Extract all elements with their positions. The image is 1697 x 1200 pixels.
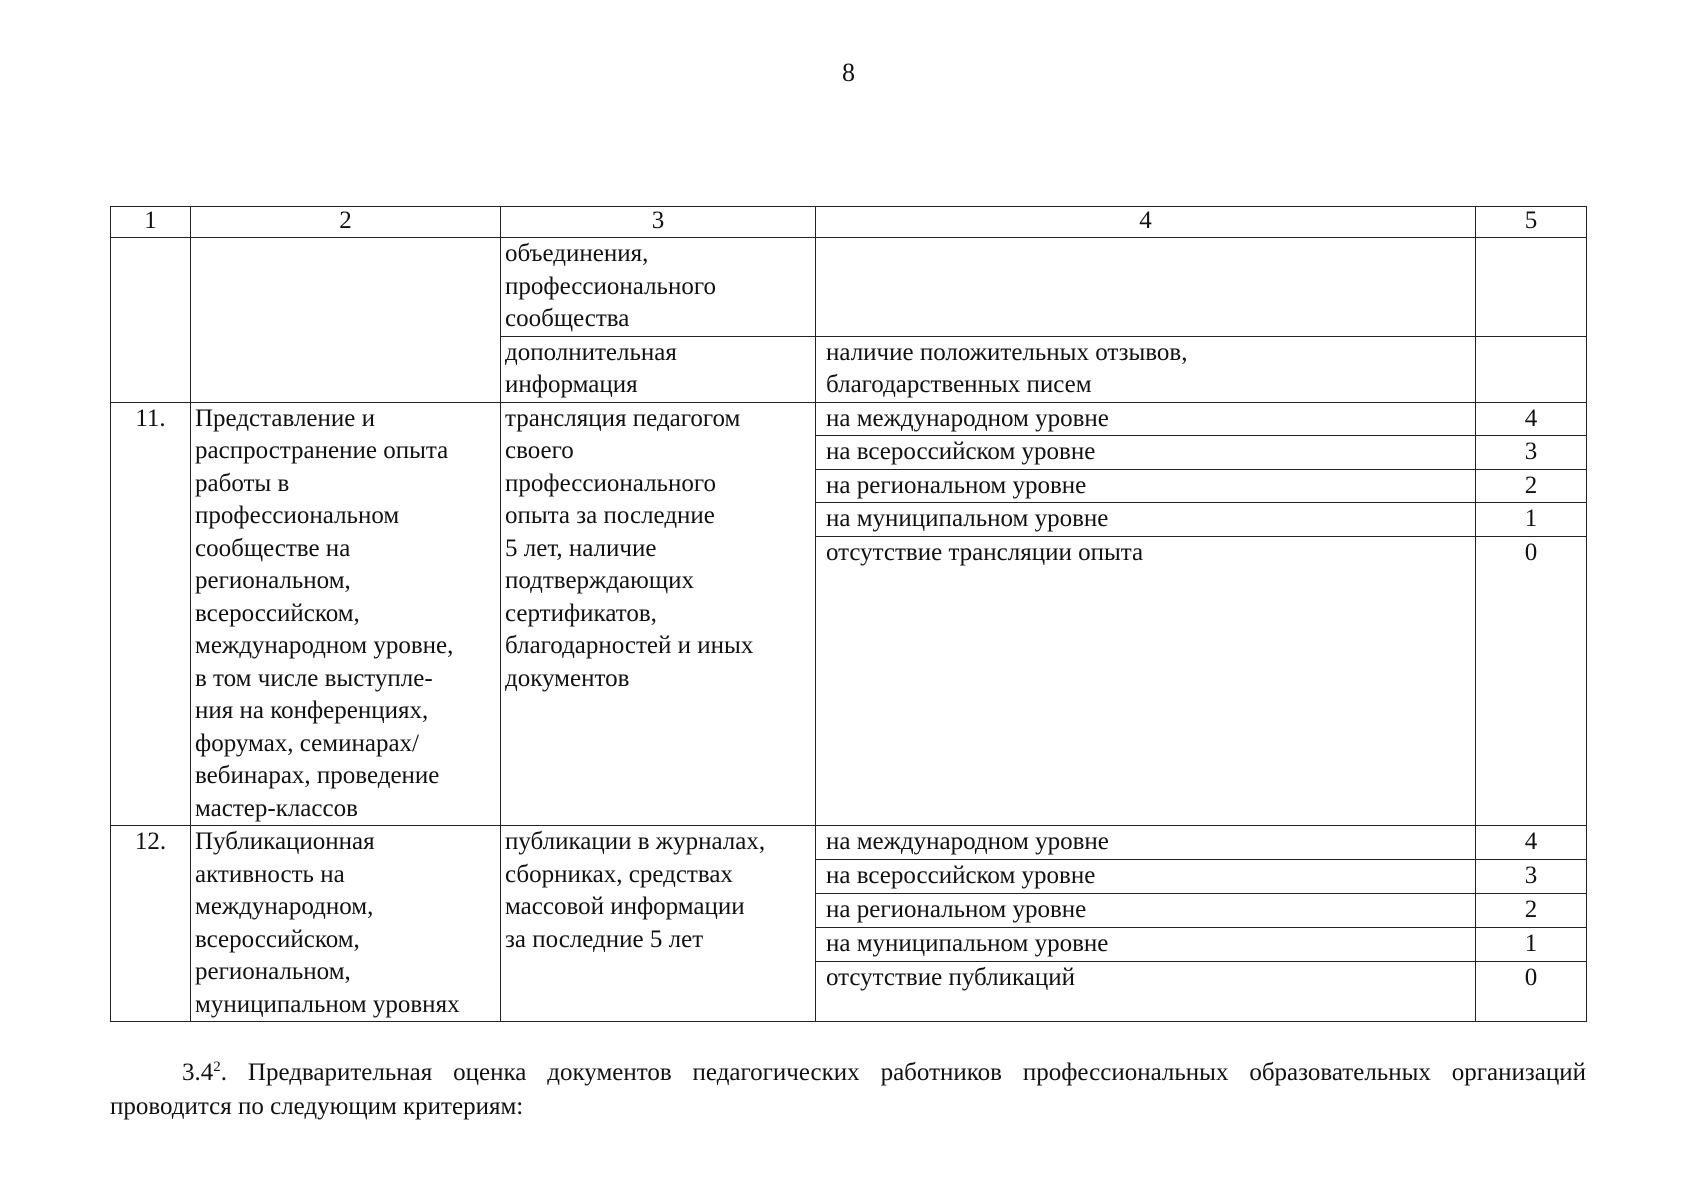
cell-line: муниципальном уровнях <box>195 990 460 1018</box>
cont-indicator-cell-b <box>501 336 816 402</box>
criterion-cell <box>191 402 501 826</box>
cont-points-cell-b <box>1476 336 1587 402</box>
row-number: 12. <box>111 826 191 1022</box>
header-col-3: 3 <box>501 207 816 238</box>
cell-line: объединения, <box>505 240 649 267</box>
points-value: 1 <box>1476 928 1587 962</box>
points-value: 1 <box>1476 503 1587 537</box>
cell-line: публикации в журналах, <box>505 828 766 855</box>
table-header-row <box>111 207 1587 238</box>
points-value: 2 <box>1476 894 1587 928</box>
cell-line: форумах, семинарах/ <box>195 729 419 757</box>
level-description: на муниципальном уровне <box>816 928 1476 962</box>
level-description: на региональном уровне <box>816 894 1476 928</box>
cell-line: за последние 5 лет <box>505 925 704 953</box>
cont-indicator-cell-a <box>501 238 816 337</box>
cell-line: распространение опыта <box>195 437 449 464</box>
cell-line: вебинарах, проведение <box>195 762 440 789</box>
points-value: 0 <box>1476 962 1587 1022</box>
table-row <box>111 826 1587 860</box>
cell-line: работы в <box>195 469 290 497</box>
cell-line: массовой информации <box>505 893 745 920</box>
cell-line: профессионального <box>505 469 716 497</box>
cell-line: Представление и <box>195 404 375 432</box>
points-value: 0 <box>1476 537 1587 826</box>
cell-line: сообществе на <box>195 534 351 562</box>
cont-num-cell <box>111 238 191 403</box>
criteria-table <box>110 206 1587 1022</box>
level-description: на международном уровне <box>816 826 1476 860</box>
section-paragraph <box>110 1056 1586 1124</box>
cell-line: мастер-классов <box>195 794 358 822</box>
cell-line: информация <box>505 371 638 398</box>
cell-line: трансляция педагогом <box>505 404 741 432</box>
indicator-cell <box>501 826 816 1022</box>
cell-line: региональном, <box>195 567 351 594</box>
header-col-5: 5 <box>1476 207 1587 238</box>
cell-line: 5 лет, наличие <box>505 534 657 562</box>
cell-line: опыта за последние <box>505 502 715 529</box>
cell-line: международном, <box>195 893 374 920</box>
cell-line: подтверждающих <box>505 567 694 594</box>
level-description: на всероссийском уровне <box>816 860 1476 894</box>
cell-line: наличие положительных отзывов, <box>826 338 1188 366</box>
cell-line: всероссийском, <box>195 925 360 953</box>
cell-line: сообщества <box>505 305 630 332</box>
cell-line: профессионального <box>505 272 716 300</box>
cell-line: активность на <box>195 860 345 888</box>
cell-line: в том числе выступле- <box>195 664 433 692</box>
points-value: 4 <box>1476 826 1587 860</box>
section-text: . Предварительная оценка документов педагогических работников профессиональных образовательных организаций проводится по следующим критериям: <box>110 1059 1586 1120</box>
section-superscript: 2 <box>213 1059 221 1075</box>
criterion-cell <box>191 826 501 1022</box>
cont-description-cell-b <box>816 336 1476 402</box>
cell-line: международном уровне, <box>195 632 454 659</box>
cell-line: Публикационная <box>195 828 375 855</box>
cont-description-cell-a <box>816 238 1476 337</box>
cell-line: сборниках, средствах <box>505 860 733 888</box>
row-number: 11. <box>111 402 191 826</box>
points-value: 2 <box>1476 469 1587 503</box>
cell-line: дополнительная <box>505 338 677 366</box>
cell-line: благодарственных писем <box>826 371 1092 398</box>
table-row <box>111 238 1587 337</box>
cell-line: всероссийском, <box>195 599 360 627</box>
indicator-cell <box>501 402 816 826</box>
level-description: на региональном уровне <box>816 469 1476 503</box>
cell-line: своего <box>505 437 574 464</box>
cell-line: благодарностей и иных <box>505 632 754 659</box>
cont-criterion-cell <box>191 238 501 403</box>
points-value: 4 <box>1476 402 1587 436</box>
cont-points-cell-a <box>1476 238 1587 337</box>
cell-line: региональном, <box>195 958 351 985</box>
page-number: 8 <box>842 58 855 87</box>
level-description: на муниципальном уровне <box>816 503 1476 537</box>
cell-line: документов <box>505 664 630 692</box>
level-description: на всероссийском уровне <box>816 436 1476 470</box>
header-col-1: 1 <box>111 207 191 238</box>
cell-line: ния на конференциях, <box>195 697 429 724</box>
level-description: отсутствие публикаций <box>816 962 1476 1022</box>
table-row <box>111 402 1587 436</box>
level-description: отсутствие трансляции опыта <box>816 537 1476 826</box>
cell-line: профессиональном <box>195 502 400 529</box>
header-col-2: 2 <box>191 207 501 238</box>
level-description: на международном уровне <box>816 402 1476 436</box>
header-col-4: 4 <box>816 207 1476 238</box>
cell-line: сертификатов, <box>505 599 657 627</box>
section-number: 3.4 <box>182 1059 214 1086</box>
points-value: 3 <box>1476 436 1587 470</box>
points-value: 3 <box>1476 860 1587 894</box>
